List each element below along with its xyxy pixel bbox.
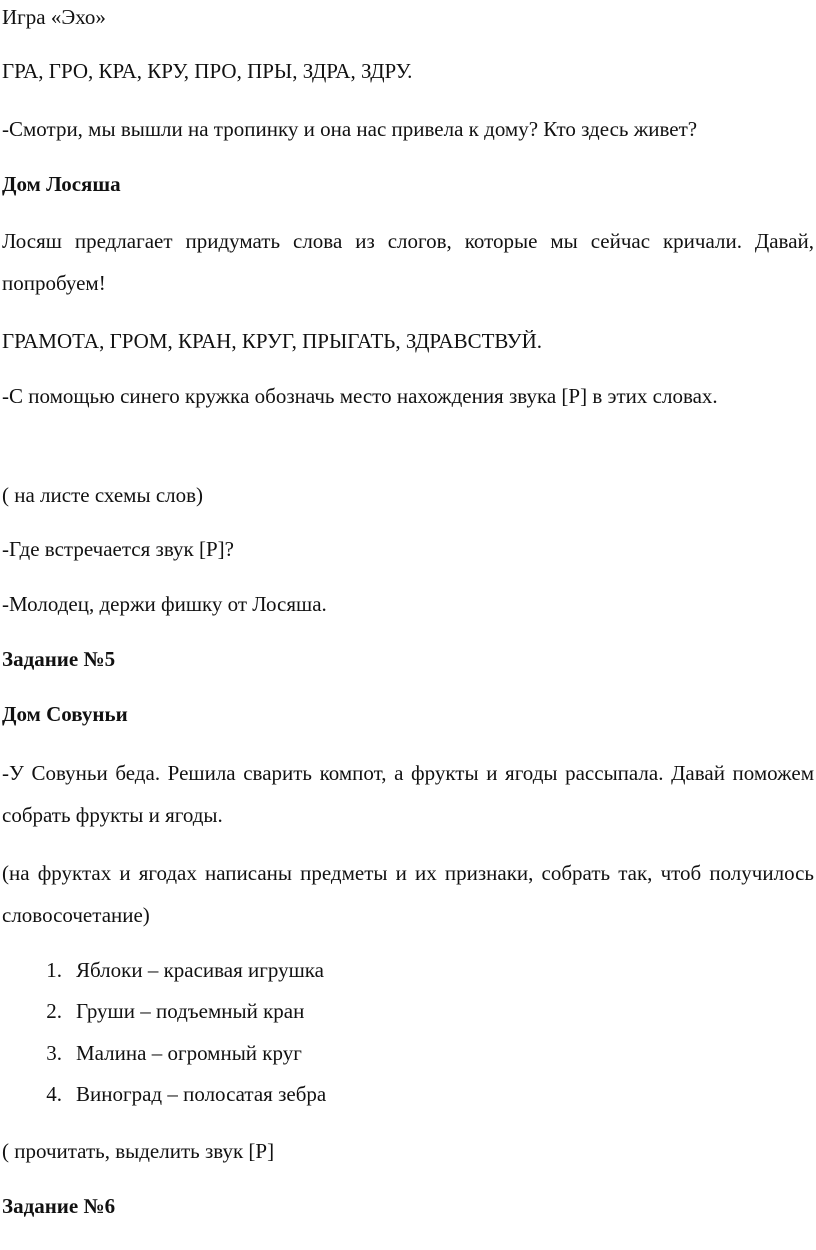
house-sovunya-heading: Дом Совуньи	[2, 702, 128, 726]
list-item-number: 3.	[46, 1041, 62, 1065]
sovunya-paragraph: -У Совуньи беда. Решила сварить компот, а фрукты и ягоды рассыпала. Давай поможем собрать фрукты и ягоды.	[2, 761, 814, 827]
fruits-note-paragraph: (на фруктах и ягодах написаны предметы и их признаки, собрать так, чтоб получилось словосочетание)	[2, 861, 814, 927]
read-note-line: ( прочитать, выделить звук [Р]	[2, 1139, 275, 1163]
scheme-note-line: ( на листе схемы слов)	[2, 483, 204, 507]
task5-heading: Задание №5	[2, 647, 116, 671]
list-item	[2, 1032, 814, 1074]
well-done-line: -Молодец, держи фишку от Лосяша.	[2, 592, 327, 616]
list-item-text: Виноград – полосатая зебра	[76, 1082, 327, 1106]
list-item	[2, 990, 814, 1032]
list-item-number: 1.	[46, 958, 62, 982]
blue-circle-paragraph: -С помощью синего кружка обозначь место нахождения звука [Р] в этих словах.	[2, 384, 718, 408]
list-item-number: 4.	[46, 1082, 62, 1106]
list-item-number: 2.	[46, 999, 62, 1023]
words-line: ГРАМОТА, ГРОМ, КРАН, КРУГ, ПРЫГАТЬ, ЗДРАВСТВУЙ.	[2, 329, 543, 353]
list-item	[2, 1073, 814, 1115]
where-sound-line: -Где встречается звук [Р]?	[2, 537, 234, 561]
game-title-line: Игра «Эхо»	[2, 5, 106, 29]
list-item-text: Малина – огромный круг	[76, 1041, 302, 1065]
syllables-line: ГРА, ГРО, КРА, КРУ, ПРО, ПРЫ, ЗДРА, ЗДРУ.	[2, 59, 413, 83]
losyash-paragraph: Лосяш предлагает придумать слова из слогов, которые мы сейчас кричали. Давай, попробуем!	[2, 229, 814, 295]
list-item-text: Яблоки – красивая игрушка	[76, 958, 324, 982]
list-item	[2, 949, 814, 991]
task6-heading: Задание №6	[2, 1194, 116, 1218]
house-losyash-heading: Дом Лосяша	[2, 172, 121, 196]
path-question-line: -Смотри, мы вышли на тропинку и она нас привела к дому? Кто здесь живет?	[2, 117, 698, 141]
list-item-text: Груши – подъемный кран	[76, 999, 305, 1023]
